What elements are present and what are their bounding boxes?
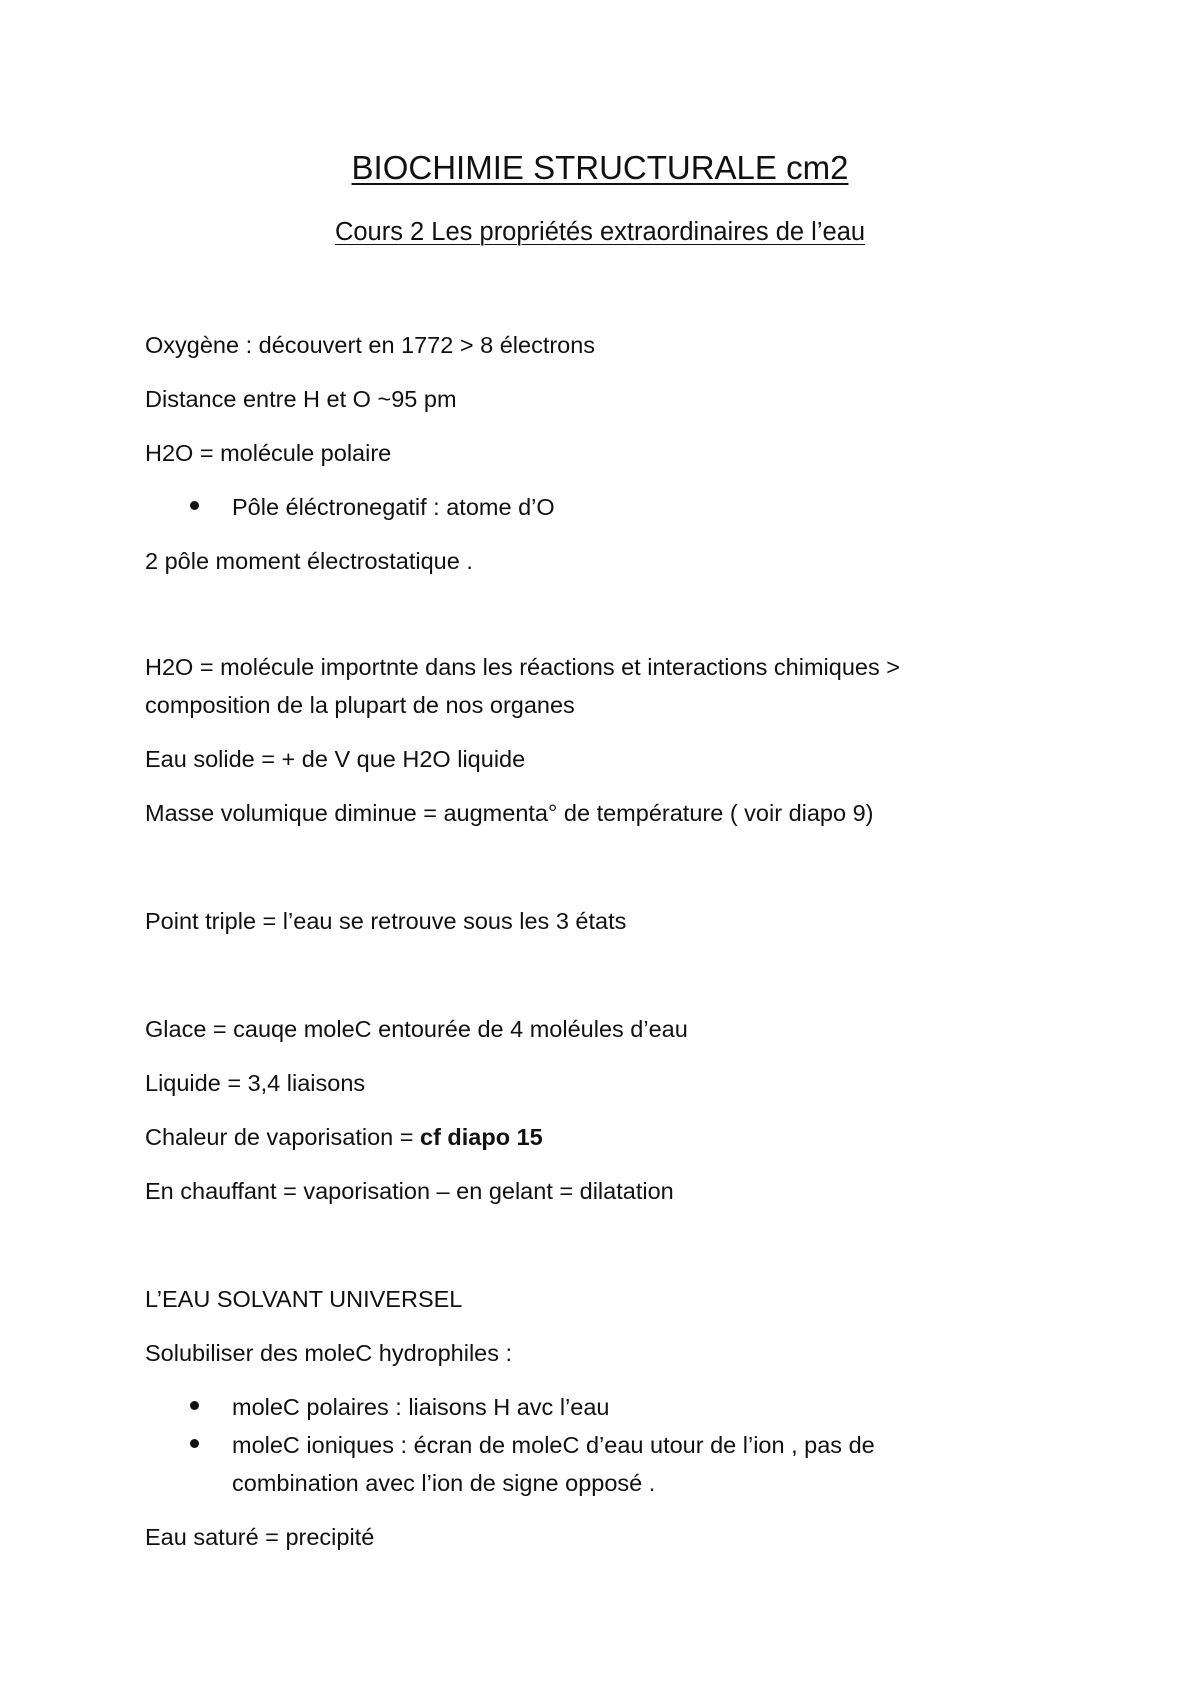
text-line-h2o-importante: H2O = molécule importnte dans les réactions et interactions chimiques > xyxy=(145,654,900,680)
section-heading-solvant: L’EAU SOLVANT UNIVERSEL xyxy=(145,1286,463,1312)
document-title: BIOCHIMIE STRUCTURALE cm2 xyxy=(351,149,849,186)
text-line-moment: 2 pôle moment électrostatique . xyxy=(145,548,473,574)
text-line-composition: composition de la plupart de nos organes xyxy=(145,692,575,718)
text-line-liquide: Liquide = 3,4 liaisons xyxy=(145,1070,366,1096)
bullet-item-polaires xyxy=(0,1388,1200,1426)
bullet-item-label: moleC polaires : liaisons H avc l’eau xyxy=(232,1394,610,1420)
text-line-solubiliser: Solubiliser des moleC hydrophiles : xyxy=(145,1340,513,1366)
chaleur-label: Chaleur de vaporisation = xyxy=(145,1124,420,1150)
text-line-chauffant: En chauffant = vaporisation – en gelant = dilatation xyxy=(145,1178,674,1204)
text-line-h2o-polaire: H2O = molécule polaire xyxy=(145,440,392,466)
text-line-eau-solide: Eau solide = + de V que H2O liquide xyxy=(145,746,526,772)
bullet-item-label-line2: combination avec l’ion de signe opposé . xyxy=(232,1470,656,1496)
bullet-icon xyxy=(190,501,199,510)
bullet-icon xyxy=(190,1401,199,1410)
text-line-eau-sature: Eau saturé = precipité xyxy=(145,1524,375,1550)
bullet-item-label: Pôle éléctronegatif : atome d’O xyxy=(232,494,555,520)
document-subtitle: Cours 2 Les propriétés extraordinaires de l’eau xyxy=(334,218,866,246)
chaleur-reference: cf diapo 15 xyxy=(420,1124,543,1150)
bullet-item-ioniques xyxy=(0,1426,1200,1502)
text-line-masse-volumique: Masse volumique diminue = augmenta° de température ( voir diapo 9) xyxy=(145,800,874,826)
bullet-item-label-line1: moleC ioniques : écran de moleC d’eau utour de l’ion , pas de xyxy=(232,1432,875,1458)
text-line-glace: Glace = cauqe moleC entourée de 4 moléules d’eau xyxy=(145,1016,688,1042)
text-line-chaleur xyxy=(145,1118,543,1156)
text-line-point-triple: Point triple = l’eau se retrouve sous les 3 états xyxy=(145,908,627,934)
text-line-oxygene: Oxygène : découvert en 1772 > 8 électrons xyxy=(145,332,596,358)
bullet-icon xyxy=(190,1439,199,1448)
bullet-item-pole xyxy=(0,488,1200,526)
text-line-distance: Distance entre H et O ~95 pm xyxy=(145,386,457,412)
